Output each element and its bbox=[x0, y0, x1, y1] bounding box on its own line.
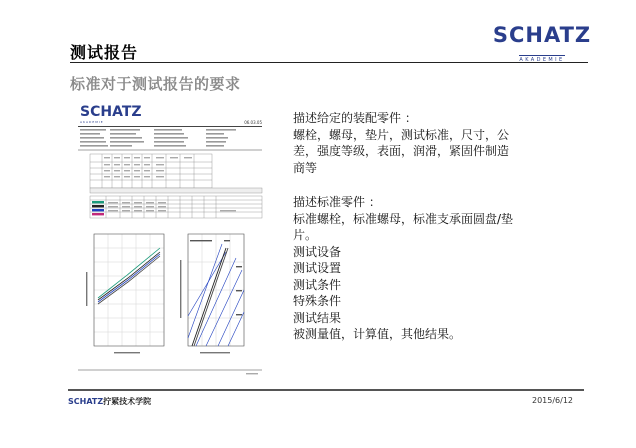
schatz-logo bbox=[492, 24, 592, 65]
test-report-image bbox=[76, 102, 264, 378]
standard-parts-block bbox=[293, 194, 513, 343]
desc-line: 被测量值，计算值，其他结果。 bbox=[293, 327, 462, 341]
slide-title: 测试报告 bbox=[70, 43, 139, 62]
desc-line: 描述标准零件 ： bbox=[293, 195, 381, 209]
desc-line: 片。 bbox=[293, 228, 318, 242]
report-date: 06.03.05 bbox=[244, 120, 262, 125]
slide-subtitle: 标准对于测试报告的要求 bbox=[70, 75, 241, 93]
desc-line: 差，强度等级，表面，润滑，紧固件制造 bbox=[293, 144, 510, 158]
footer-org-name: 拧紧技术学院 bbox=[103, 397, 152, 406]
desc-line: 测试设置 bbox=[293, 261, 342, 275]
desc-line: 螺栓，螺母，垫片，测试标准，尺寸，公 bbox=[293, 127, 510, 142]
assembly-description-block bbox=[293, 110, 509, 176]
footer-org bbox=[68, 396, 151, 407]
logo-sub: AKADEMIE bbox=[519, 57, 565, 63]
footer-brand: SCHATZ bbox=[68, 397, 104, 406]
report-logo: SCHATZ bbox=[80, 104, 142, 120]
desc-line: 描述给定的装配零件 ： bbox=[293, 111, 417, 125]
desc-line: 测试条件 bbox=[293, 277, 342, 292]
logo-word: SCHATZ bbox=[492, 23, 592, 47]
desc-line: 测试结果 bbox=[293, 310, 342, 325]
footer-date: 2015/6/12 bbox=[532, 396, 574, 405]
report-body-graphic bbox=[76, 102, 264, 378]
desc-line: 标准螺栓，标准螺母，标准支承面圆盘/垫 bbox=[293, 211, 514, 226]
report-logo-sub: AKADEMIE bbox=[80, 120, 104, 124]
footer-rule bbox=[68, 389, 584, 391]
desc-line: 测试设备 bbox=[293, 244, 342, 259]
desc-line: 特殊条件 bbox=[293, 294, 342, 308]
desc-line: 商等 bbox=[293, 160, 318, 175]
